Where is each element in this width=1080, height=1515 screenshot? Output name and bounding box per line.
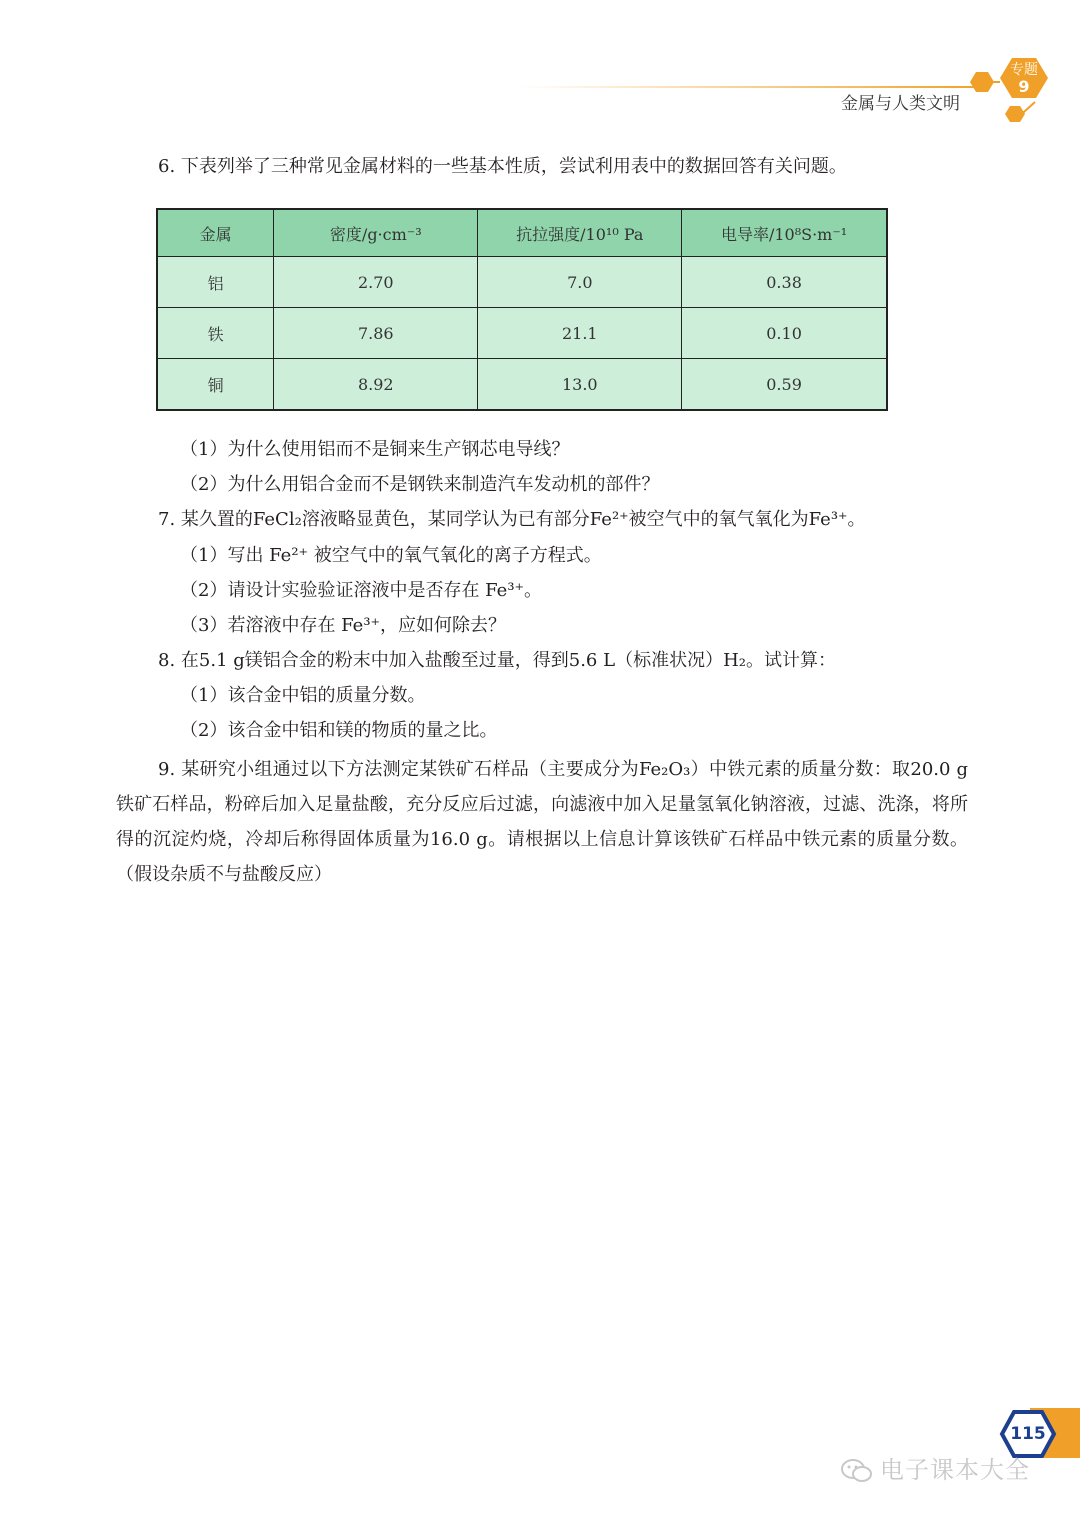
table-header-row [157, 209, 887, 257]
column-header: 密度/g·cm⁻³ [274, 209, 478, 257]
table-cell: 0.59 [682, 359, 887, 411]
table-cell: 铁 [157, 308, 274, 359]
question-7-sub-2: （2）请设计实验验证溶液中是否存在 Fe³⁺。 [180, 580, 543, 601]
watermark-text: 电子课本大全 [880, 1456, 1030, 1484]
table-row [157, 359, 887, 411]
question-8-text: 8. 在5.1 g镁铝合金的粉末中加入盐酸至过量，得到5.6 L（标准状况）H₂。试计算： [158, 650, 836, 671]
table-cell: 8.92 [274, 359, 478, 411]
question-7-sub-1: （1）写出 Fe²⁺ 被空气中的氧气氧化的离子方程式。 [180, 545, 602, 566]
table-row [157, 308, 887, 359]
topic-badge: 专题 [1010, 62, 1038, 78]
table-cell: 0.38 [682, 257, 887, 308]
table-row [157, 257, 887, 308]
chapter-title: 金属与人类文明 [841, 94, 960, 114]
wechat-icon [840, 1456, 874, 1484]
table-cell: 7.86 [274, 308, 478, 359]
table-cell: 0.10 [682, 308, 887, 359]
column-header: 电导率/10⁸S·m⁻¹ [682, 209, 887, 257]
column-header: 金属 [157, 209, 274, 257]
header-rule [520, 86, 990, 88]
question-6-sub-1: （1）为什么使用铝而不是铜来生产钢芯电导线？ [180, 439, 570, 460]
column-header: 抗拉强度/10¹⁰ Pa [478, 209, 682, 257]
table-cell: 铝 [157, 257, 274, 308]
question-9-text: 9. 某研究小组通过以下方法测定某铁矿石样品（主要成分为Fe₂O₃）中铁元素的质量分数：取20.0 g铁矿石样品，粉碎后加入足量盐酸，充分反应后过滤，向滤液中加入足量氢氧化钠溶液，过滤、洗涤，将所得的沉淀灼烧，冷却后称得固体质量为16.0 g。请根据以上信息计算该铁矿石样品中铁元素的质量分数。（假设杂质不与盐酸反应） [116, 759, 968, 885]
table-cell: 2.70 [274, 257, 478, 308]
question-8-sub-2: （2）该合金中铝和镁的物质的量之比。 [180, 720, 498, 741]
question-6-sub-2: （2）为什么用铝合金而不是钢铁来制造汽车发动机的部件？ [180, 474, 660, 495]
table-cell: 铜 [157, 359, 274, 411]
table-cell: 7.0 [478, 257, 682, 308]
table-cell: 13.0 [478, 359, 682, 411]
page-number: 115 [1010, 1424, 1046, 1444]
topic-number: 9 [1018, 77, 1030, 96]
table-cell: 21.1 [478, 308, 682, 359]
question-6-text: 6. 下表列举了三种常见金属材料的一些基本性质，尝试利用表中的数据回答有关问题。 [158, 156, 847, 177]
question-8-sub-1: （1）该合金中铝的质量分数。 [180, 685, 426, 706]
metal-properties-table [156, 208, 888, 411]
question-7-sub-3: （3）若溶液中存在 Fe³⁺，应如何除去？ [180, 615, 507, 636]
question-7-text: 7. 某久置的FeCl₂溶液略显黄色，某同学认为已有部分Fe²⁺被空气中的氧气氧化为Fe³⁺。 [158, 509, 866, 530]
hexagon-decoration-icon [960, 40, 1080, 140]
watermark [840, 1450, 1030, 1485]
